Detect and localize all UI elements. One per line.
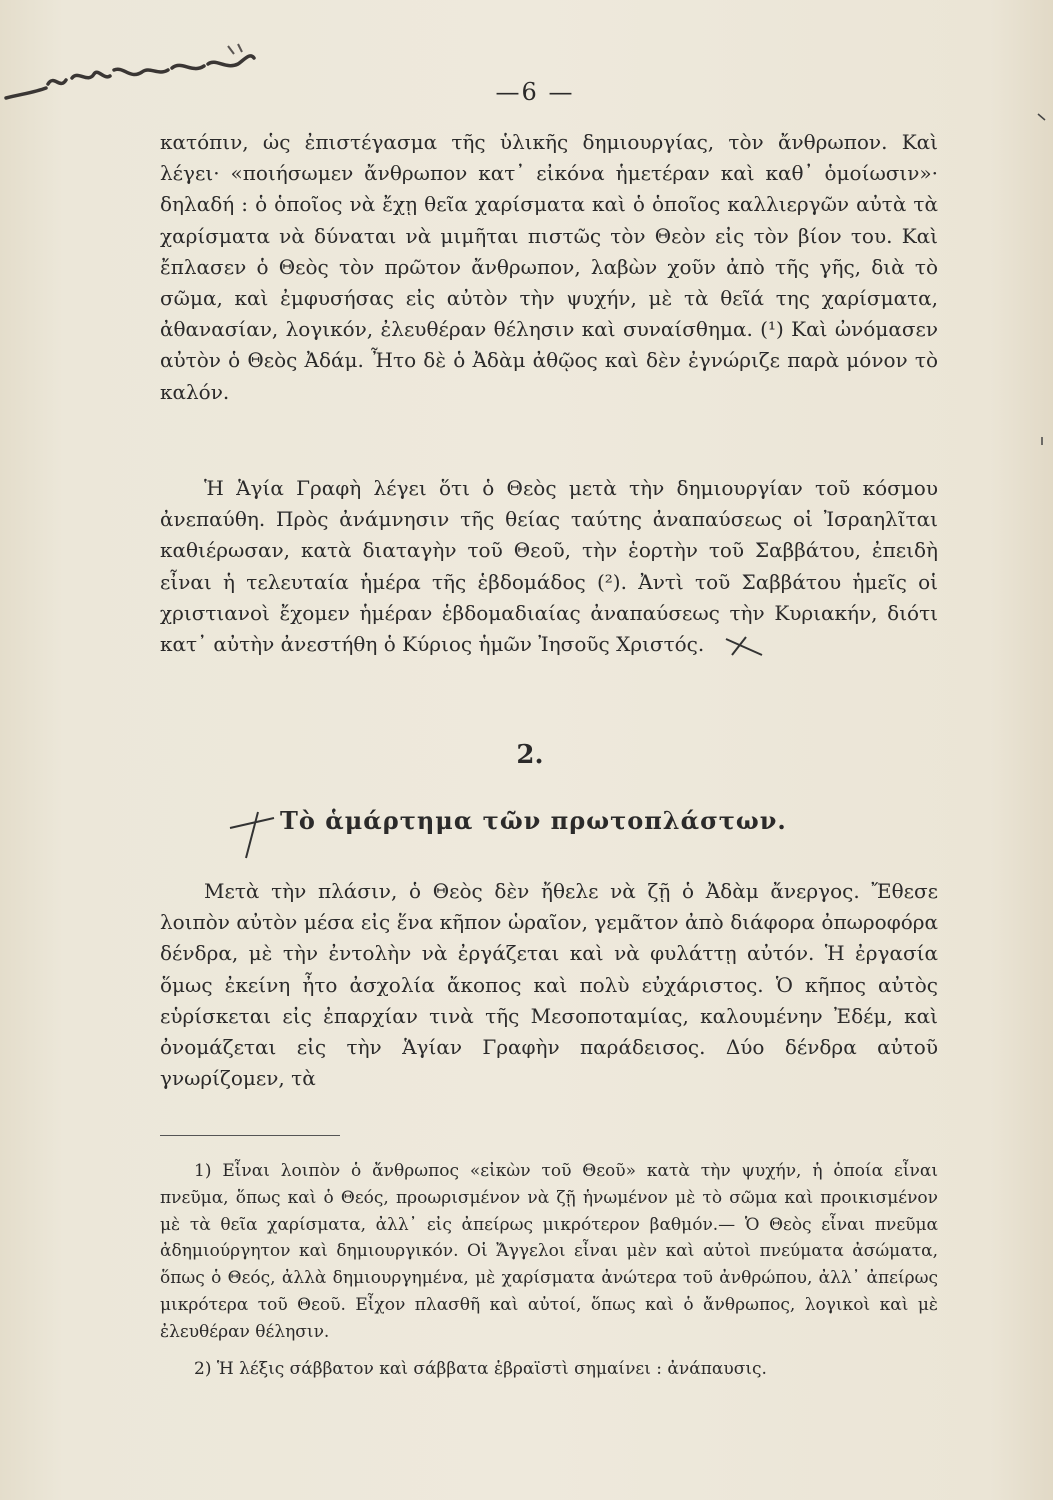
footnote-divider [160,1135,340,1136]
footnotes [160,1158,938,1382]
section-number: 2. [516,740,544,770]
footnote-2: 2) Ἡ λέξις σάββατον καὶ σάββατα ἑβραϊστὶ σημαίνει : ἀνάπαυσις. [194,1358,767,1379]
paragraph-3-text: Μετὰ τὴν πλάσιν, ὁ Θεὸς δὲν ἤθελε νὰ ζῇ ὁ Ἀδὰμ ἄνεργος. Ἔθεσε λοιπὸν αὐτὸν μέσα εἰς ἕνα κῆπον ὡραῖον, γεμᾶτον ἀπὸ διάφορα ὀπωροφόρα δένδρα, μὲ τὴν ἐντολὴν νὰ ἐργάζεται καὶ νὰ φυλάττῃ αὐτόν. Ἡ ἐργασία ὅμως ἐκείνη ἦτο ἀσχολία ἄκοπος καὶ πολὺ εὐχάριστος. Ὁ κῆπος αὐτὸς εὑρίσκεται εἰς ἐπαρχίαν τινὰ τῆς Μεσοποταμίας, καλουμένην Ἐδέμ, καὶ ὀνομάζεται εἰς τὴν Ἁγίαν Γραφὴν παράδεισος. Δύο δένδρα αὐτοῦ γνωρίζομεν, τὰ [160,879,938,1091]
paragraph-2-text [160,473,938,660]
pencil-cross-mark [724,635,764,657]
pencil-scribble [2,40,272,110]
section-title: Τὸ ἁμάρτημα τῶν πρωτοπλάστων. [280,806,787,835]
paragraph-1-text: κατόπιν, ὡς ἐπιστέγασμα τῆς ὑλικῆς δημιουργίας, τὸν ἄνθρωπον. Καὶ λέγει· «ποιήσωμεν ἄνθρωπον κατ᾽ εἰκόνα ἡμετέραν καὶ καθ᾽ ὁμοίωσιν»· δηλαδή : ὁ ὁποῖος νὰ ἔχῃ θεῖα χαρίσματα καὶ ὁ ὁποῖος καλλιεργῶν αὐτὰ τὰ χαρίσματα νὰ δύναται νὰ μιμῆται πιστῶς τὸν Θεὸν εἰς τὸν βίον του. Καὶ ἔπλασεν ὁ Θεὸς τὸν πρῶτον ἄνθρωπον, λαβὼν χοῦν ἀπὸ τῆς γῆς, διὰ τὸ σῶμα, καὶ ἐμφυσήσας εἰς αὐτὸν τὴν ψυχήν, μὲ τὰ θεῖά της χαρίσματα, ἀθανασίαν, λογικόν, ἐλευθέραν θέλησιν καὶ συναίσθημα. (¹) Καὶ ὠνόμασεν αὐτὸν ὁ Θεὸς Ἀδάμ. Ἦτο δὲ ὁ Ἀδὰμ ἀθῷος καὶ δὲν ἐγνώριζε παρὰ μόνον τὸ καλόν. [160,130,938,404]
paragraph-2-content: Ἡ Ἁγία Γραφὴ λέγει ὅτι ὁ Θεὸς μετὰ τὴν δημιουργίαν τοῦ κόσμου ἀνεπαύθη. Πρὸς ἀνάμνησιν τῆς θείας ταύτης ἀναπαύσεως οἱ Ἰσραηλῖται καθιέρωσαν, κατὰ διαταγὴν τοῦ Θεοῦ, τὴν ἑορτὴν τοῦ Σαββάτου, ἐπειδὴ εἶναι ἡ τελευταία ἡμέρα τῆς ἑβδομάδος (²). Ἀντὶ τοῦ Σαββάτου ἡμεῖς οἱ χριστιανοὶ ἔχομεν ἡμέραν ἑβδομαδιαίας ἀναπαύσεως τὴν Κυριακήν, διότι κατ᾽ αὐτὴν ἀνεστήθη ὁ Κύριος ἡμῶν Ἰησοῦς Χριστός. [160,476,938,657]
paragraph-creation-of-man [160,127,938,408]
paragraph-paradise [160,876,938,1094]
footnote-1: 1) Εἶναι λοιπὸν ὁ ἄνθρωπος «εἰκὼν τοῦ Θεοῦ» κατὰ τὴν ψυχήν, ἡ ὁποία εἶναι πνεῦμα, ὅπως καὶ ὁ Θεός, προωρισμένον νὰ ζῇ ἡνωμένον μὲ τὸ σῶμα καὶ προικισμένον μὲ τὰ θεῖα χαρίσματα, ἀλλ᾽ εἰς ἀπείρως μικρότερον βαθμόν.— Ὁ Θεὸς εἶναι πνεῦμα ἀδημιούργητον καὶ δημιουργικόν. Οἱ Ἄγγελοι εἶναι μὲν καὶ αὐτοὶ πνεύματα ἀσώματα, ὅπως ὁ Θεός, ἀλλὰ δημιουργημένα, μὲ χαρίσματα ἀνώτερα τοῦ ἀνθρώπου, ἀλλ᾽ ἀπείρως μικρότερα τοῦ Θεοῦ. Εἶχον πλασθῆ καὶ αὐτοί, ὅπως καὶ ὁ ἄνθρωπος, λογικοὶ καὶ μὲ ἐλευθέραν θέλησιν. [160,1161,938,1342]
edge-tick-mark [1037,436,1047,446]
edge-tick-mark [1037,112,1047,122]
page-number: —6 — [495,78,575,106]
paragraph-sabbath [160,473,938,660]
pencil-cross-mark-title [228,808,276,860]
